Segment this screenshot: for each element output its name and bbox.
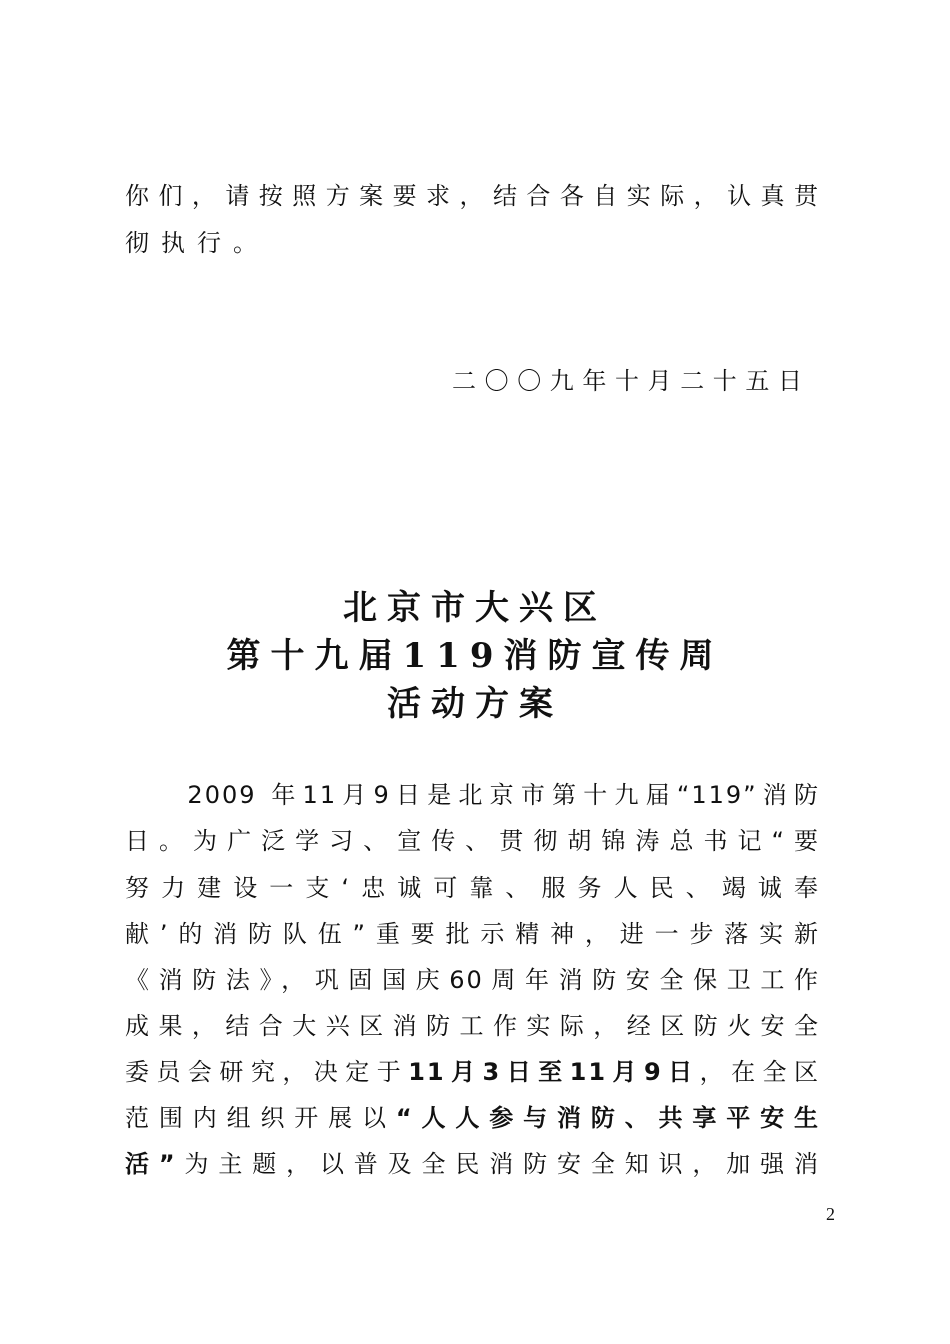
body-line-4: 献’的消防队伍”重要批示精神，进一步落实新	[125, 920, 820, 948]
body-line-3: 努力建设一支‘忠诚可靠、服务人民、竭诚奉	[125, 874, 820, 902]
body-line-5: 《消防法》，巩固国庆60周年消防安全保卫工作	[125, 966, 820, 994]
intro-line-1: 你们，请按照方案要求，结合各自实际，认真贯	[125, 182, 820, 210]
body-line-7-prefix: 委员会研究，决定于	[125, 1058, 409, 1086]
activity-dates: 11月3日至11月9日	[408, 1058, 700, 1086]
body-line-1: 2009 年11月9日是北京市第十九届“119”消防	[125, 781, 820, 809]
body-line-7-suffix: ，在全区	[699, 1058, 821, 1086]
body-line-8	[125, 1103, 820, 1133]
page-number: 2	[826, 1204, 835, 1224]
body-line-9-suffix: 为主题，以普及全民消防安全知识，加强消	[176, 1150, 820, 1178]
title-line-1: 北京市大兴区	[343, 588, 607, 628]
theme-slogan-part-1: “人人参与消防、共享平安生	[395, 1104, 820, 1132]
theme-slogan-part-2: 活”	[125, 1150, 177, 1178]
body-line-9	[125, 1149, 820, 1179]
body-line-2: 日。为广泛学习、宣传、贯彻胡锦涛总书记“要	[125, 827, 820, 855]
body-line-6: 成果，结合大兴区消防工作实际，经区防火安全	[125, 1012, 820, 1040]
body-line-7	[125, 1057, 820, 1087]
body-line-8-prefix: 范围内组织开展以	[125, 1104, 396, 1132]
title-line-3: 活动方案	[387, 684, 563, 724]
intro-line-2: 彻执行。	[125, 229, 269, 257]
document-date: 二〇〇九年十月二十五日	[452, 367, 802, 395]
title-line-2: 第十九届119消防宣传周	[226, 636, 724, 676]
